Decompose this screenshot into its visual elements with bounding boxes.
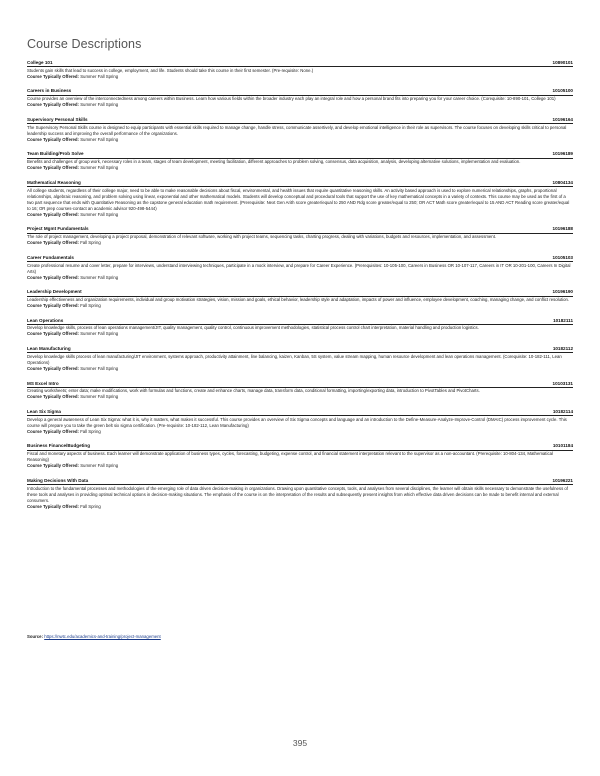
course-entry (27, 151, 573, 171)
offered-terms: Summer Fall Spring (80, 394, 119, 400)
course-entry (27, 443, 573, 469)
course-description: Develop knowledge skills, process of lean operations management/JIT, quality management, quality control, continuous improvement methodologies, statistical process control chart interpretation, material handling and production logistics. (27, 325, 479, 331)
course-header (27, 180, 573, 187)
course-offered (27, 74, 573, 80)
offered-terms: Fall Spring (80, 240, 101, 246)
course-entry (27, 346, 573, 372)
offered-terms: Summer Fall Spring (80, 211, 119, 217)
page-number: 395 (292, 738, 308, 748)
source-label: Source: (27, 634, 43, 639)
course-header (27, 346, 573, 353)
course-title: Making Decisions With Data (27, 477, 89, 483)
offered-label: Course Typically Offered: (27, 136, 79, 142)
course-offered (27, 212, 573, 218)
course-code: 10890101 (552, 60, 573, 65)
offered-terms: Summer Fall Spring (80, 102, 119, 108)
course-title: Lean Six Sigma (27, 408, 61, 414)
course-header (27, 289, 573, 296)
course-entry (27, 88, 573, 108)
course-header (27, 409, 573, 416)
course-entry (27, 180, 573, 218)
course-code: 10196221 (552, 477, 573, 483)
course-offered (27, 394, 573, 400)
course-entry (27, 381, 573, 401)
offered-terms: Fall Spring (80, 303, 101, 309)
course-code: 10196189 (552, 151, 573, 157)
course-description: Introduction to the fundamental processes and methodologies of the emerging role of data driven decision-making in organizations. Drawing upon quantitative concepts, tools, and analyses from several disciplines, the learner will obtain skills necessary to demonstrate the usefulness of these tools and analyses in providing optimal technical options in decision-making situations. The emphasis of the course is on the interpretation of the results and subsequently present insights from which effective data driven decisions can be made to benefit internal and external consumers. (27, 485, 568, 503)
course-entry (27, 226, 573, 246)
offered-terms: Summer Fall Spring (80, 365, 119, 371)
course-code: 10105100 (552, 88, 573, 94)
course-title: College 101 (27, 60, 53, 65)
course-description: Course provides an overview of the interconnectedness among careers within Business. Learn how various fields within the broader industry each play an integral role and how a personal brand fits into preparing you for your career choice. (Corequisite: 10-890-101, College 101) (27, 96, 556, 102)
course-description: Creating worksheets; enter data; make modifications, work with formulas and functions, create and enhance charts, manage data, transform data, conditional formatting, importing/exporting data, introduction to PivotTables and PivotCharts. (27, 388, 480, 394)
source-line (27, 634, 161, 639)
course-description: All college students, regardless of their college major, need to be able to make reasonable decisions about fiscal, environmental, and health issues that require quantitative reasoning skills. An activity based approach is used to explore numerical relationships, graphs, proportional relationships, algebraic reasoning, and problem solving using linear, exponential and other mathematical models. Students will develop conceptual and procedural tools that support the use of key mathematical concepts in a variety of contexts. This course may be used as the first of a two part sequence that ends with Quantitative Reasoning as the capstone general education math requirement. (Prerequisite: Next Gen Arith score greater/equal to 250 AND Rdg score greater/equal to 250; OR ACT Math score greater/equal to 15 AND ACT Reading score greater/equal to 16; OR prep courses-contact an academic advisor 920-498-5444) (27, 187, 570, 211)
offered-label: Course Typically Offered: (27, 463, 79, 469)
course-offered (27, 303, 573, 309)
course-entry (27, 255, 573, 281)
offered-label: Course Typically Offered: (27, 303, 79, 309)
course-description: Develop knowledge skills process of lean manufacturing/JIT environment, systems approach, productivity attainment, line balancing, kaizen, Kanban, 5S system, value stream mapping, human resource development and lean operations management. (Corequisite: 10-182-111, Lean Operations) (27, 353, 562, 365)
course-entry (27, 60, 573, 80)
offered-terms: Summer Fall Spring (80, 165, 119, 171)
course-offered (27, 366, 573, 372)
course-code: 10101184 (552, 443, 573, 449)
course-entry (27, 409, 573, 435)
offered-terms: Summer Fall Spring (80, 463, 119, 469)
course-header (27, 478, 573, 485)
course-offered (27, 463, 573, 469)
course-title: Team Building/Prob Solve (27, 151, 84, 157)
course-description: Students gain skills that lead to success in college, employment, and life. Students should take this course in their first semester. (Pre-requisite: None.) (27, 67, 314, 73)
course-description: Create professional resume and cover letter, prepare for interviews, understand interviewing techniques, participate in a mock interview, and prepare for Career Experience. (Prerequisites: 10-105-100, Careers in Business OR 10-107-117, Careers in IT OR 10-201-100, Careers In Digital Arts) (27, 262, 571, 274)
course-offered (27, 504, 573, 510)
course-entry (27, 117, 573, 143)
course-header (27, 117, 573, 124)
course-code: 10196188 (552, 226, 573, 232)
course-code: 10804134 (552, 179, 573, 185)
course-title: Mathematical Reasoning (27, 179, 81, 185)
course-code: 10105103 (552, 254, 573, 260)
course-description: The Supervisory Personal Skills course is designed to equip participants with essential skills required to manage change, handle stress, communicate assertively, and develop emotional intelligence in their role as supervisors. The course focuses on developing skills critical to personal leadership success and improving the overall performance of the organizations. (27, 124, 567, 136)
course-title: Lean Manufacturing (27, 346, 71, 352)
course-header (27, 151, 573, 158)
offered-label: Course Typically Offered: (27, 428, 79, 434)
course-code: 10182111 (553, 317, 573, 323)
course-description: Benefits and challenges of group work, necessary roles in a team, stages of team development, meeting facilitation, different approaches to problem solving, consensus, data acquisition, analysis, developing alternative solutions, implementation and evaluation. (27, 159, 521, 165)
course-title: Leadership Development (27, 289, 82, 295)
course-description: The role of project management, developing a project proposal, demonstration of relevant software, working with project teams, sequencing tasks, charting progress, dealing with variations, budgets and resources, implementation, and assessment. (27, 234, 497, 240)
course-title: Business Finance/Budgeting (27, 443, 91, 449)
course-code: 10103131 (552, 380, 573, 386)
course-header (27, 226, 573, 233)
course-offered (27, 240, 573, 246)
course-description: Leadership effectiveness and organization requirements, individual and group motivation strategies, vision, mission and goals, ethical behavior, leadership style and adaptation, impacts of power and influence, employee development, coaching, managing change, and conflict resolution. (27, 296, 570, 302)
course-title: Lean Operations (27, 317, 64, 323)
offered-label: Course Typically Offered: (27, 503, 79, 509)
offered-label: Course Typically Offered: (27, 102, 79, 108)
course-offered (27, 137, 573, 143)
course-code: 10182114 (552, 408, 573, 414)
course-header (27, 60, 573, 67)
offered-label: Course Typically Offered: (27, 211, 79, 217)
course-offered (27, 275, 573, 281)
course-title: MS Excel Intro (27, 380, 59, 386)
course-description: Fiscal and monetary aspects of business. Each learner will demonstrate application of business types, cycles, forecasting, budgeting, expense control, and financial statement interpretation relevant to the supervisor as a non-accountant. (Prerequisite: 10-804-134, Mathematical Reasoning) (27, 451, 553, 463)
course-entry (27, 289, 573, 309)
course-entry (27, 478, 573, 510)
offered-label: Course Typically Offered: (27, 274, 79, 280)
course-description: Develop a general awareness of Lean Six Sigma: what it is, why it matters, what makes it successful. This course provides an overview of Six Sigma concepts and language and an introduction to the Define-Measure-Analyze-Improve-Control (DMAIC) process improvement cycle. This course will prepare you to take the green belt six sigma certification. (Pre-requisite: 10-182-112, Lean Manufacturing) (27, 416, 567, 428)
course-title: Career Fundamentals (27, 254, 74, 260)
offered-terms: Summer Fall Spring (80, 136, 119, 142)
course-title: Careers in Business (27, 88, 72, 94)
offered-terms: Summer Fall Spring (80, 274, 119, 280)
course-descriptions-page (27, 37, 573, 518)
offered-label: Course Typically Offered: (27, 240, 79, 246)
offered-terms: Summer Fall Spring (80, 331, 119, 337)
course-code: 10196190 (552, 289, 573, 295)
course-offered (27, 165, 573, 171)
course-header (27, 443, 573, 450)
offered-terms: Summer Fall Spring (80, 73, 119, 79)
course-entry (27, 318, 573, 338)
course-header (27, 255, 573, 262)
course-title: Supervisory Personal Skills (27, 116, 88, 122)
course-code: 10182112 (552, 346, 573, 352)
course-title: Project Mgmt Fundamentals (27, 226, 89, 232)
source-link[interactable]: https://nwtc.edu/academics-and-training/project-management (44, 634, 161, 639)
course-offered (27, 331, 573, 337)
course-header (27, 381, 573, 388)
offered-label: Course Typically Offered: (27, 73, 79, 79)
offered-label: Course Typically Offered: (27, 165, 79, 171)
course-header (27, 88, 573, 95)
offered-terms: Fall Spring (80, 428, 101, 434)
offered-terms: Fall Spring (80, 503, 101, 509)
offered-label: Course Typically Offered: (27, 331, 79, 337)
offered-label: Course Typically Offered: (27, 394, 79, 400)
course-header (27, 318, 573, 325)
page-title: Course Descriptions (27, 37, 142, 51)
course-offered (27, 429, 573, 435)
offered-label: Course Typically Offered: (27, 365, 79, 371)
course-code: 10196164 (552, 116, 573, 122)
course-offered (27, 102, 573, 108)
course-list (27, 60, 573, 510)
